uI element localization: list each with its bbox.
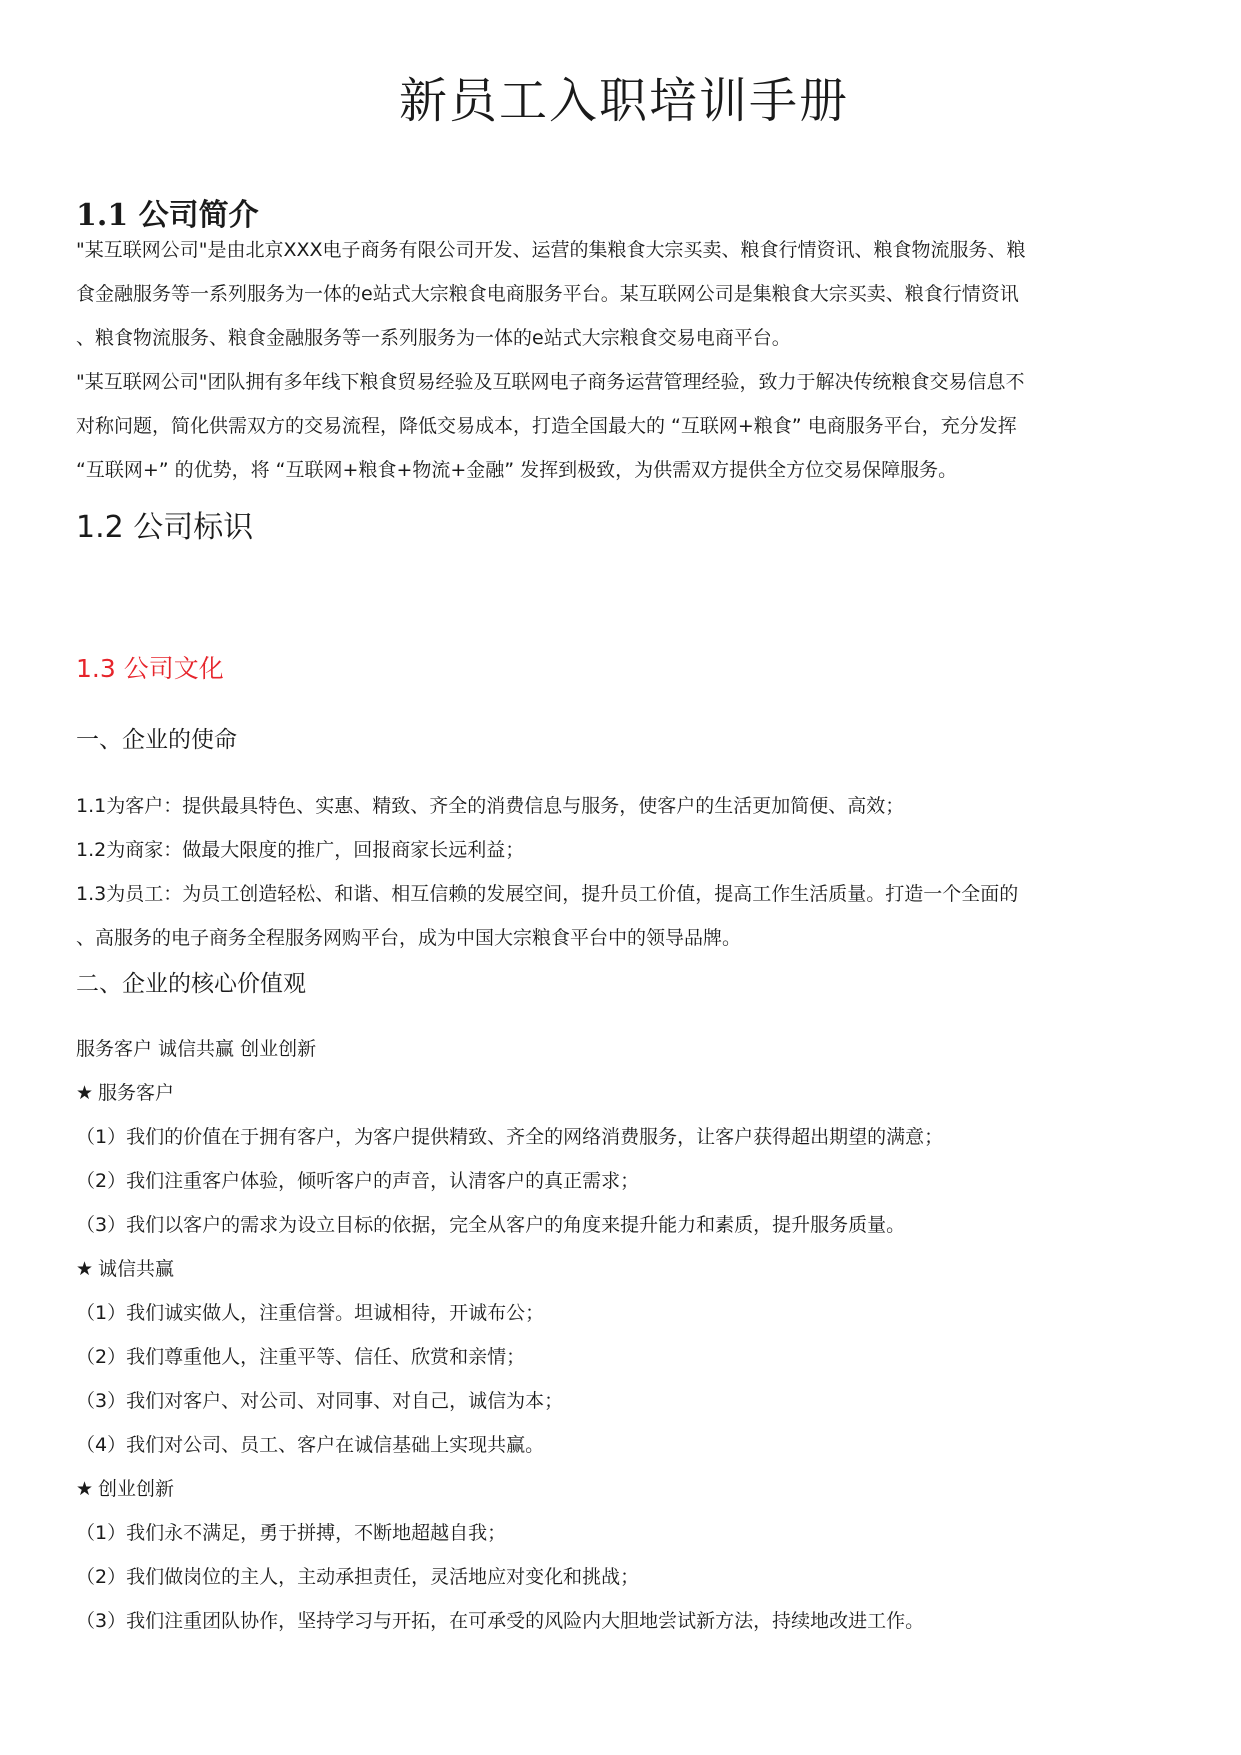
mission-item-customer: 1.1为客户：提供最具特色、实惠、精致、齐全的消费信息与服务，使客户的生活更加简便、高效； <box>76 795 905 817</box>
document-title: 新员工入职培训手册 <box>398 73 849 129</box>
star-icon: ★ <box>76 1082 94 1104</box>
value-group-title: 诚信共赢 <box>98 1258 175 1280</box>
section-heading-company-intro: 1.1 公司简介 <box>76 198 259 233</box>
mission-heading: 一、企业的使命 <box>76 727 237 753</box>
value-item: （2）我们注重客户体验，倾听客户的声音，认清客户的真正需求； <box>76 1170 640 1192</box>
value-item: （1）我们的价值在于拥有客户，为客户提供精致、齐全的网络消费服务，让客户获得超出期望的满意； <box>76 1126 944 1148</box>
section-heading-company-culture: 1.3 公司文化 <box>76 654 224 683</box>
value-item: （2）我们做岗位的主人，主动承担责任，灵活地应对变化和挑战； <box>76 1566 640 1588</box>
mission-item-employee: 1.3为员工：为员工创造轻松、和谐、相互信赖的发展空间，提升员工价值，提高工作生活质量。打造一个全面的 <box>76 883 1019 905</box>
star-icon: ★ <box>76 1478 94 1500</box>
paragraph-line: 食金融服务等一系列服务为一体的e站式大宗粮食电商服务平台。某互联网公司是集粮食大宗买卖、粮食行情资讯 <box>76 283 1019 305</box>
value-item: （1）我们诚实做人，注重信誉。坦诚相待，开诚布公； <box>76 1302 545 1324</box>
intro-paragraph-1 <box>76 228 1172 360</box>
value-group-title: 创业创新 <box>98 1478 175 1500</box>
value-item: （3）我们注重团队协作，坚持学习与开拓，在可承受的风险内大胆地尝试新方法，持续地改进工作。 <box>76 1610 925 1632</box>
core-values-summary: 服务客户 诚信共赢 创业创新 <box>76 1038 317 1060</box>
value-group-title: 服务客户 <box>98 1082 175 1104</box>
value-group-innovation <box>76 1476 174 1502</box>
value-item: （3）我们以客户的需求为设立目标的依据，完全从客户的角度来提升能力和素质，提升服务质量。 <box>76 1214 906 1236</box>
value-item: （3）我们对客户、对公司、对同事、对自己，诚信为本； <box>76 1390 564 1412</box>
value-item: （2）我们尊重他人，注重平等、信任、欣赏和亲情； <box>76 1346 526 1368</box>
paragraph-line: "某互联网公司"团队拥有多年线下粮食贸易经验及互联网电子商务运营管理经验，致力于解决传统粮食交易信息不 <box>76 371 1025 393</box>
value-item: （4）我们对公司、员工、客户在诚信基础上实现共赢。 <box>76 1434 545 1456</box>
star-icon: ★ <box>76 1258 94 1280</box>
mission-item-employee-cont: 、高服务的电子商务全程服务网购平台，成为中国大宗粮食平台中的领导品牌。 <box>76 927 742 949</box>
value-group-service <box>76 1080 174 1106</box>
paragraph-line: 、粮食物流服务、粮食金融服务等一系列服务为一体的e站式大宗粮食交易电商平台。 <box>76 327 791 349</box>
paragraph-line: "某互联网公司"是由北京XXX电子商务有限公司开发、运营的集粮食大宗买卖、粮食行情资讯、粮食物流服务、粮 <box>76 239 1026 261</box>
mission-item-merchant: 1.2为商家：做最大限度的推广，回报商家长远利益； <box>76 839 525 861</box>
document-page <box>76 0 1172 1755</box>
value-group-integrity <box>76 1256 174 1282</box>
core-values-heading: 二、企业的核心价值观 <box>76 971 306 997</box>
value-item: （1）我们永不满足，勇于拼搏，不断地超越自我； <box>76 1522 507 1544</box>
paragraph-line: 对称问题，简化供需双方的交易流程，降低交易成本，打造全国最大的 “互联网+粮食” 电商服务平台，充分发挥 <box>76 415 1017 437</box>
section-heading-company-logo: 1.2 公司标识 <box>76 510 254 545</box>
intro-paragraph-2 <box>76 360 1172 492</box>
paragraph-line: “互联网+” 的优势，将 “互联网+粮食+物流+金融” 发挥到极致，为供需双方提供全方位交易保障服务。 <box>76 459 958 481</box>
